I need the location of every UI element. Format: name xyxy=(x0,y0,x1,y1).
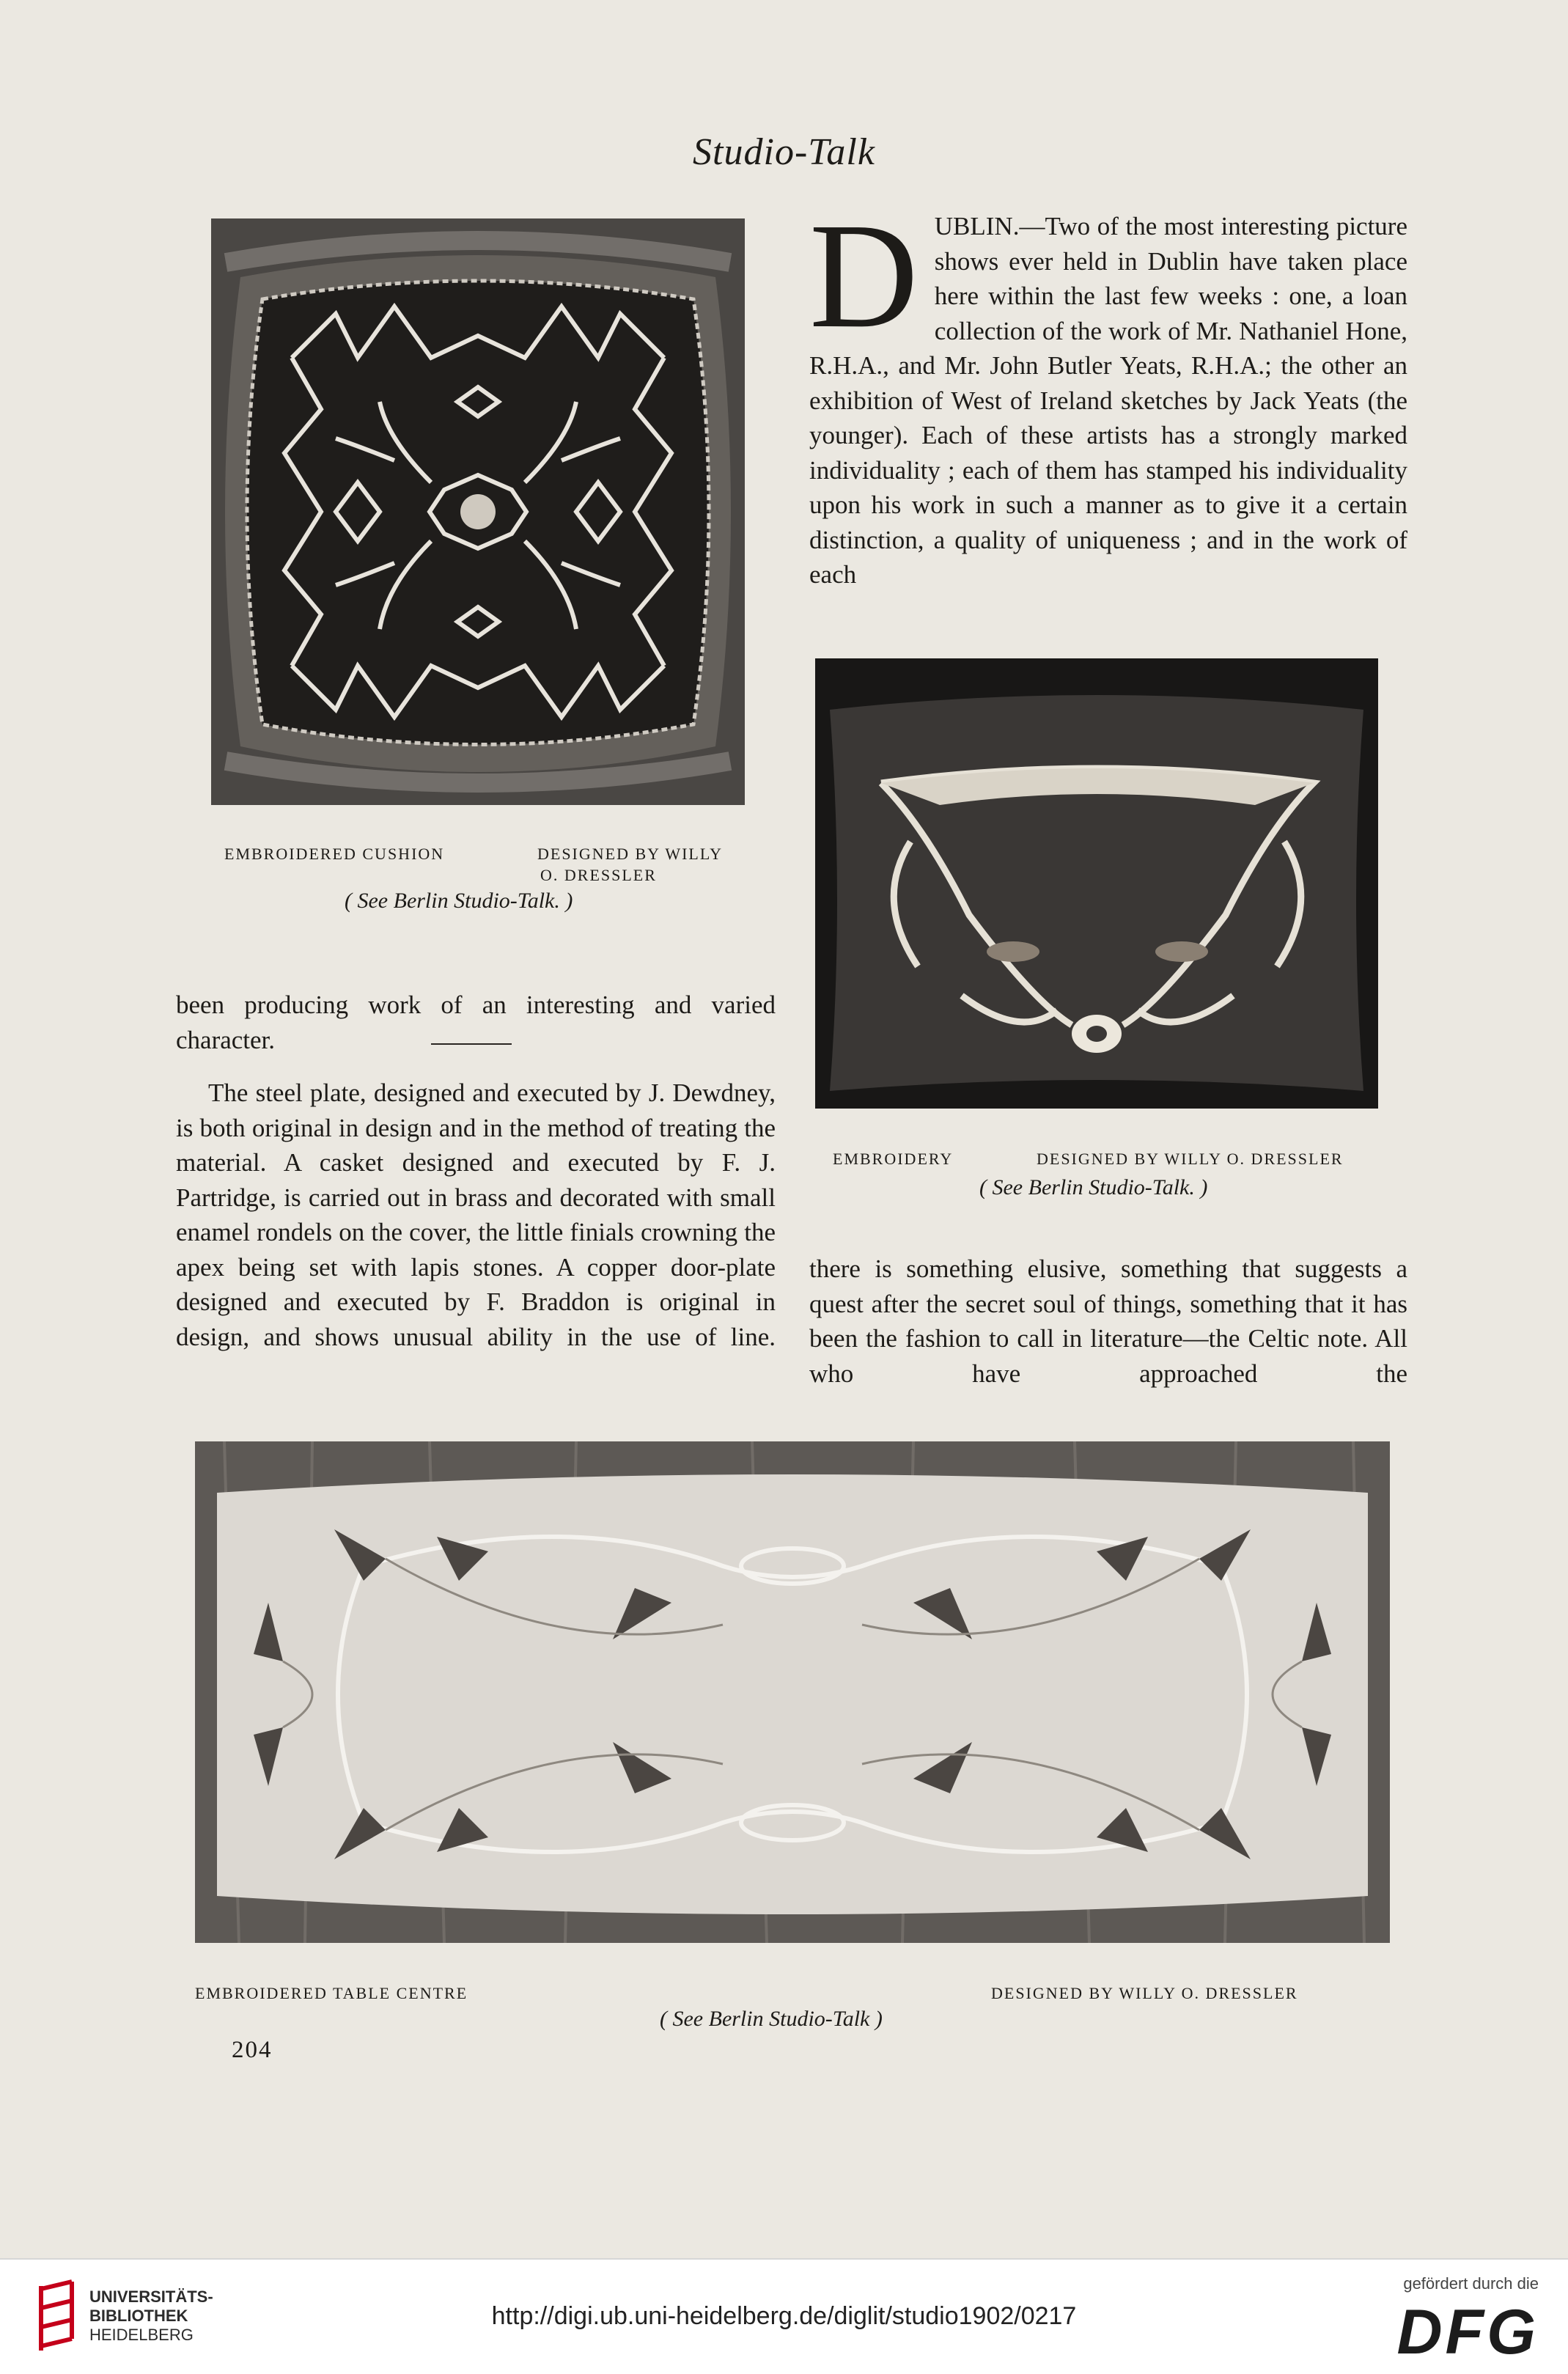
embroidery-caption-designer: DESIGNED BY WILLY O. DRESSLER xyxy=(1037,1150,1344,1168)
permalink-url[interactable]: http://digi.ub.uni-heidelberg.de/diglit/studio1902/0217 xyxy=(491,2302,1077,2330)
table-centre-caption-reference: ( See Berlin Studio-Talk ) xyxy=(660,2007,883,2031)
embroidery-photo xyxy=(815,658,1378,1109)
cushion-caption-title: EMBROIDERED CUSHION xyxy=(224,845,445,863)
page-number: 204 xyxy=(232,2037,273,2063)
digitization-footer xyxy=(0,2258,1568,2374)
cushion-caption-designer-1: DESIGNED BY WILLY xyxy=(537,845,723,863)
embroidery-caption-title: EMBROIDERY xyxy=(833,1150,954,1168)
continued-left-paragraph: been producing work of an interesting and varied character. xyxy=(176,991,776,1054)
funded-by-label: gefördert durch die xyxy=(1403,2274,1539,2293)
continued-right-paragraph: there is something elusive, something that suggests a quest after the secret soul of things, something that it has been the fashion to call in literature—the Celtic note. All who have approached the xyxy=(809,1254,1407,1388)
running-head: Studio-Talk xyxy=(693,131,875,173)
library-name-line-3: HEIDELBERG xyxy=(89,2326,194,2344)
library-name-line-1: UNIVERSITÄTS- xyxy=(89,2287,213,2306)
dublin-paragraph xyxy=(809,191,1407,592)
section-divider xyxy=(431,1043,512,1045)
cushion-caption-designer-2: O. DRESSLER xyxy=(540,866,657,884)
library-name-line-2: BIBLIOTHEK xyxy=(89,2307,188,2325)
cushion-caption-reference: ( See Berlin Studio-Talk. ) xyxy=(345,889,573,913)
cushion-photo xyxy=(211,218,745,805)
table-centre-caption-title: EMBROIDERED TABLE CENTRE xyxy=(195,1984,468,2002)
dfg-logo: DFG xyxy=(1396,2297,1539,2367)
table-centre-photo xyxy=(195,1441,1390,1943)
drop-cap: D xyxy=(809,191,919,359)
embroidery-caption-reference: ( See Berlin Studio-Talk. ) xyxy=(979,1175,1208,1199)
dublin-paragraph-text: UBLIN.—Two of the most interesting picture shows ever held in Dublin have taken place here within the last few weeks : one, a loan collection of the work of Mr. Nathaniel Hone, R.H.A., and Mr. John Butler Yeats, R.H.A.; the other an exhibition of West of Ireland sketches by Jack Yeats (the younger). Each of these artists has a strongly marked individuality ; each of them has stamped his individuality upon his work in such a manner as to give it a certain distinction, a quality of uniqueness ; and in the work of each xyxy=(809,212,1407,589)
table-centre-caption-designer: DESIGNED BY WILLY O. DRESSLER xyxy=(991,1984,1298,2002)
steel-plate-paragraph: The steel plate, designed and executed by J. Dewdney, is both original in design and in the method of treating the material. A casket designed and executed by F. J. Partridge, is carried out in brass and decorated with small enamel rondels on the cover, the little finials crowning the apex being set with lapis stones. A copper door-plate designed and executed by F. Braddon is original in design, and shows unusual ability in the use of line. xyxy=(176,1078,776,1351)
